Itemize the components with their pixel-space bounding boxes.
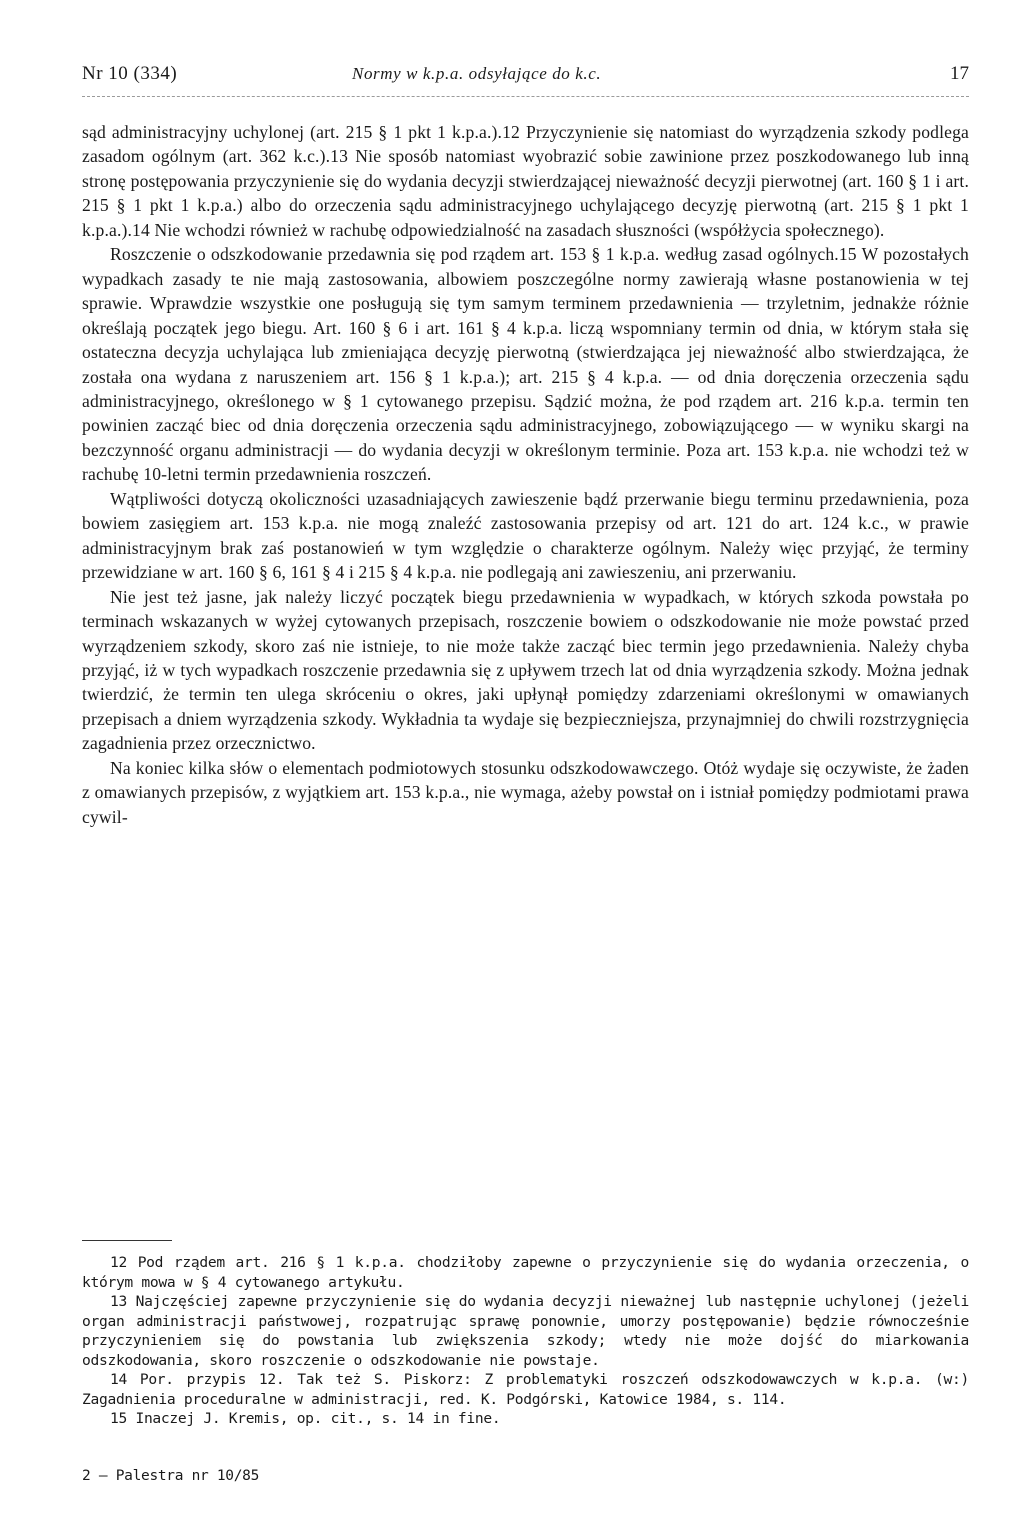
footnote: 13 Najczęściej zapewne przyczynienie się do wydania decyzji nieważnej lub następnie uchylonej (jeżeli organ administracji państwowej, rozpatrując sprawę ponownie, umorzy postępowanie) będzie równocześnie przyczynieniem się do powstania lub zwiększenia szkody; wtedy nie może dojść do miarkowania odszkodowania, skoro roszczenie o odszkodowanie nie powstaje. <box>82 1293 969 1369</box>
running-header <box>82 60 969 88</box>
page-number: 17 <box>950 63 969 84</box>
running-title: Normy w k.p.a. odsyłające do k.c. <box>352 64 602 83</box>
paragraph: Roszczenie o odszkodowanie przedawnia się pod rządem art. 153 § 1 k.p.a. według zasad ogólnych.15 W pozostałych wypadkach zasady te nie mają zastosowania, albowiem poszczególne normy zawierają własne postanowienia w tej sprawie. Wprawdzie wszystkie one posługują się tym samym terminem przedawnienia — trzyletnim, jednakże różnie określają początek jego biegu. Art. 160 § 6 i art. 161 § 4 k.p.a. liczą wspomniany termin od dnia, w którym stała się ostateczna decyzja uchylająca lub zmieniająca decyzję pierwotną (stwierdzająca jej nieważność albo stwierdzająca, że została ona wydana z naruszeniem art. 156 § 1 k.p.a.); art. 215 § 4 k.p.a. — od dnia doręczenia orzeczenia sądu administracyjnego, określonego w § 1 cytowanego przepisu. Sądzić można, że pod rządem art. 216 k.p.a. termin ten powinien zacząć biec od dnia doręczenia orzeczenia sądu administracyjnego, zobowiązującego — w wyniku skargi na bezczynność organu administracji — do wydania decyzji w określonym terminie. Poza art. 153 k.p.a. nie wchodzi też w rachubę 10-letni termin przedawnienia roszczeń. <box>82 244 969 485</box>
header-divider <box>82 96 969 97</box>
footnote-divider <box>82 1240 172 1241</box>
paragraph: Na koniec kilka słów o elementach podmiotowych stosunku odszkodowawczego. Otóż wydaje się oczywiste, że żaden z omawianych przepisów, z wyjątkiem art. 153 k.p.a., nie wymaga, ażeby powstał on i istniał pomiędzy podmiotami prawa cywil- <box>82 757 969 827</box>
footnote: 14 Por. przypis 12. Tak też S. Piskorz: Z problematyki roszczeń odszkodowawczych w k.p.a. (w:) Zagadnienia proceduralne w administracji, red. K. Podgórski, Katowice 1984, s. 114. <box>82 1371 969 1408</box>
footnotes <box>82 1253 969 1429</box>
footnote: 12 Pod rządem art. 216 § 1 k.p.a. chodziłoby zapewne o przyczynienie się do wydania orzeczenia, o którym mowa w § 4 cytowanego artykułu. <box>82 1254 969 1291</box>
footnote: 15 Inaczej J. Kremis, op. cit., s. 14 in fine. <box>110 1410 501 1427</box>
page-footer: 2 — Palestra nr 10/85 <box>82 1468 260 1484</box>
issue-number: Nr 10 (334) <box>82 63 178 84</box>
paragraph: Nie jest też jasne, jak należy liczyć początek biegu przedawnienia w wypadkach, w których szkoda powstała po terminach wskazanych w wyżej cytowanych przepisach, roszczenie bowiem o odszkodowanie nie może powstać przed wyrządzeniem szkody, skoro zaś nie istnieje, to nie może także zacząć biec termin jego przedawnienia. Należy chyba przyjąć, iż w tych wypadkach roszczenie przedawnia się z upływem trzech lat od dnia wyrządzenia szkody. Można jednak twierdzić, że termin ten ulega skróceniu o okres, jaki upłynął pomiędzy zdarzeniami określonymi w omawianych przepisach a dniem wyrządzenia szkody. Wykładnia ta wydaje się bezpieczniejsza, przynajmniej do chwili rozstrzygnięcia zagadnienia przez orzecznictwo. <box>82 586 969 754</box>
paragraph: sąd administracyjny uchylonej (art. 215 § 1 pkt 1 k.p.a.).12 Przyczynienie się natomiast do wyrządzenia szkody podlega zasadom ogólnym (art. 362 k.c.).13 Nie sposób natomiast wyobrazić sobie zawinione przez poszkodowanego lub inną stronę postępowania przyczynienie się do wydania decyzji stwierdzającej nieważność decyzji pierwotnej (art. 160 § 1 i art. 215 § 1 pkt 1 k.p.a.) albo do orzeczenia sądu administracyjnego uchylającego decyzję pierwotną (art. 215 § 1 pkt 1 k.p.a.).14 Nie wchodzi również w rachubę odpowiedzialność na zasadach słuszności (współżycia społecznego). <box>82 122 969 240</box>
journal-page <box>82 0 969 1538</box>
paragraph: Wątpliwości dotyczą okoliczności uzasadniających zawieszenie bądź przerwanie biegu terminu przedawnienia, poza bowiem zasięgiem art. 153 k.p.a. nie mogą znaleźć zastosowania przepisy od art. 121 do art. 124 k.c., w prawie administracyjnym brak zaś postanowień w tym względzie o charakterze ogólnym. Należy więc przyjąć, że terminy przewidziane w art. 160 § 6, 161 § 4 i 215 § 4 k.p.a. nie podlegają ani zawieszeniu, ani przerwaniu. <box>82 488 969 583</box>
main-text <box>82 120 969 829</box>
